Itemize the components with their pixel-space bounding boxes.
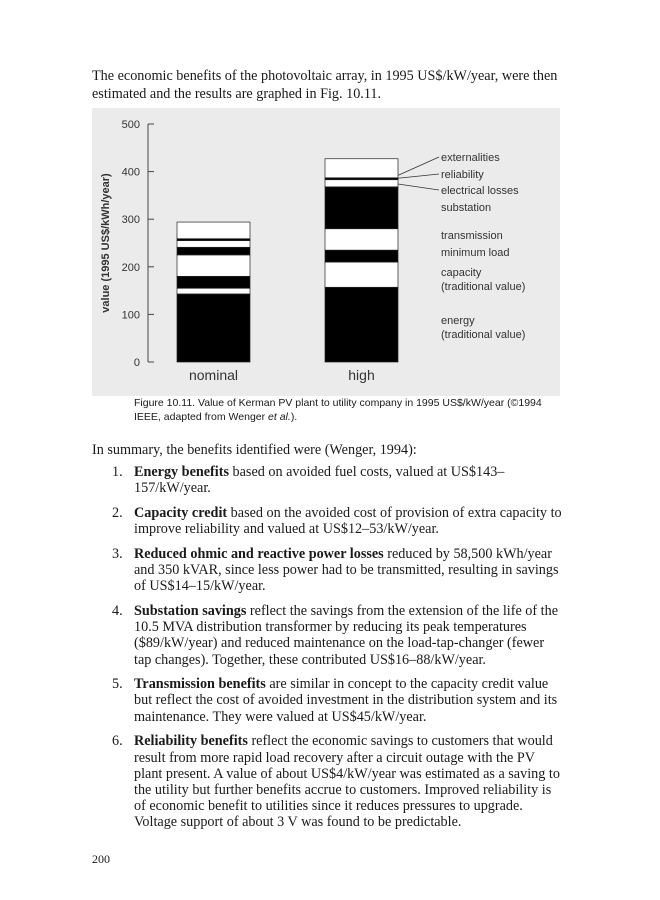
item-number: 3. <box>112 545 123 562</box>
summary-paragraph: In summary, the benefits identified were (Wenger, 1994): <box>92 442 417 458</box>
y-tick-label: 400 <box>121 166 140 179</box>
y-axis-title: value (1995 US$/kWh/year) <box>100 173 112 313</box>
bar-segment <box>177 276 250 288</box>
item-title: Reduced ohmic and reactive power losses <box>134 545 384 562</box>
legend-label: electrical losses <box>441 185 519 197</box>
stacked-bar-chart <box>92 108 560 396</box>
item-title: Capacity credit <box>134 504 228 521</box>
bar-segment <box>325 187 398 229</box>
bar-segment <box>177 247 250 255</box>
item-text: reduced by 58,500 kWh/year and 350 kVAR, since less power had to be transmitted, resulting in savings of US$14–15/kW/year. <box>134 545 559 595</box>
item-title: Reliability benefits <box>134 733 248 750</box>
bar-segment <box>177 294 250 362</box>
caption-end: ). <box>290 411 298 423</box>
item-number: 4. <box>112 602 123 619</box>
list-item <box>92 676 562 725</box>
legend-label: minimum load <box>441 247 510 259</box>
legend-leader-line <box>398 184 439 190</box>
bar-segment <box>325 250 398 262</box>
bar-segment <box>177 241 250 248</box>
bar-segment <box>325 262 398 287</box>
item-text: reflect the economic savings to customers that would result from more rapid load recovery after a circuit outage with the PV plant present. A value of about US$4/kW/year was estimated as a saving to the utility but further benefits accrue to customers. Improved reliability is of economic benefit to utilities since it reduces pressures to upgrade. Voltage support of about 3 V was found to be predictable. <box>134 733 560 831</box>
item-number: 1. <box>112 464 123 480</box>
item-number: 5. <box>112 676 123 693</box>
bar-segment <box>177 222 250 239</box>
legend-label: capacity <box>441 267 482 279</box>
x-tick-label: high <box>348 367 375 383</box>
y-tick-label: 0 <box>133 357 140 369</box>
legend-label: substation <box>441 202 492 214</box>
item-text: are similar in concept to the capacity credit value but reflect the cost of avoided investment in the distribution system and its maintenance. They were valued at US$45/kW/year. <box>134 676 558 725</box>
x-tick-label: nominal <box>188 367 239 383</box>
legend-label: (traditional value) <box>441 329 526 341</box>
bar-segment <box>177 255 250 276</box>
legend-leader-line <box>398 174 439 178</box>
bar-segment <box>177 288 250 294</box>
bar-segment <box>325 180 398 187</box>
intro-paragraph: The economic benefits of the photovoltaic array, in 1995 US$/kW/year, were then estimated and the results are graphed in Fig. 10.11. <box>92 68 558 102</box>
bar-segment <box>325 287 398 362</box>
item-text: reflect the savings from the extension of the life of the 10.5 MVA distribution transformer by reducing its peak temperatures ($89/kW/year) and reduced maintenance on the load-tap-changer (fewer tap changes). Together, these contributed US$16–88/kW/year. <box>134 602 559 668</box>
legend-label: reliability <box>441 169 484 181</box>
item-text: based on the avoided cost of provision of extra capacity to improve reliability and valued at US$12–53/kW/year. <box>134 504 562 538</box>
list-item <box>92 603 562 668</box>
list-item <box>92 546 562 595</box>
page-number: 200 <box>92 852 110 866</box>
list-item <box>92 464 562 496</box>
caption-italic: et al. <box>268 411 291 423</box>
item-number: 2. <box>112 504 123 521</box>
legend-label: transmission <box>441 230 503 242</box>
list-item <box>92 505 562 537</box>
legend-label: (traditional value) <box>441 281 526 293</box>
bar-segment <box>325 229 398 250</box>
item-title: Energy benefits <box>134 464 229 480</box>
y-tick-label: 500 <box>121 119 140 131</box>
list-item <box>92 733 562 830</box>
y-tick-label: 300 <box>121 214 140 227</box>
legend-leader-line <box>398 157 439 175</box>
legend-label: externalities <box>441 152 500 164</box>
caption-text: Figure 10.11. Value of Kerman PV plant to utility company in 1995 US$/kW/year (©1994 IEEE, adapted from Wenger <box>134 397 542 423</box>
legend-label: energy <box>441 315 475 327</box>
figure-chart <box>92 108 560 396</box>
benefits-list <box>92 464 562 839</box>
figure-caption <box>134 396 554 424</box>
item-title: Substation savings <box>134 602 247 619</box>
item-number: 6. <box>112 733 123 750</box>
y-tick-label: 200 <box>121 261 140 274</box>
bar-segment <box>325 159 398 178</box>
y-tick-label: 100 <box>121 309 140 322</box>
item-title: Transmission benefits <box>134 676 266 693</box>
item-text: based on avoided fuel costs, valued at US$143–157/kW/year. <box>134 464 505 497</box>
